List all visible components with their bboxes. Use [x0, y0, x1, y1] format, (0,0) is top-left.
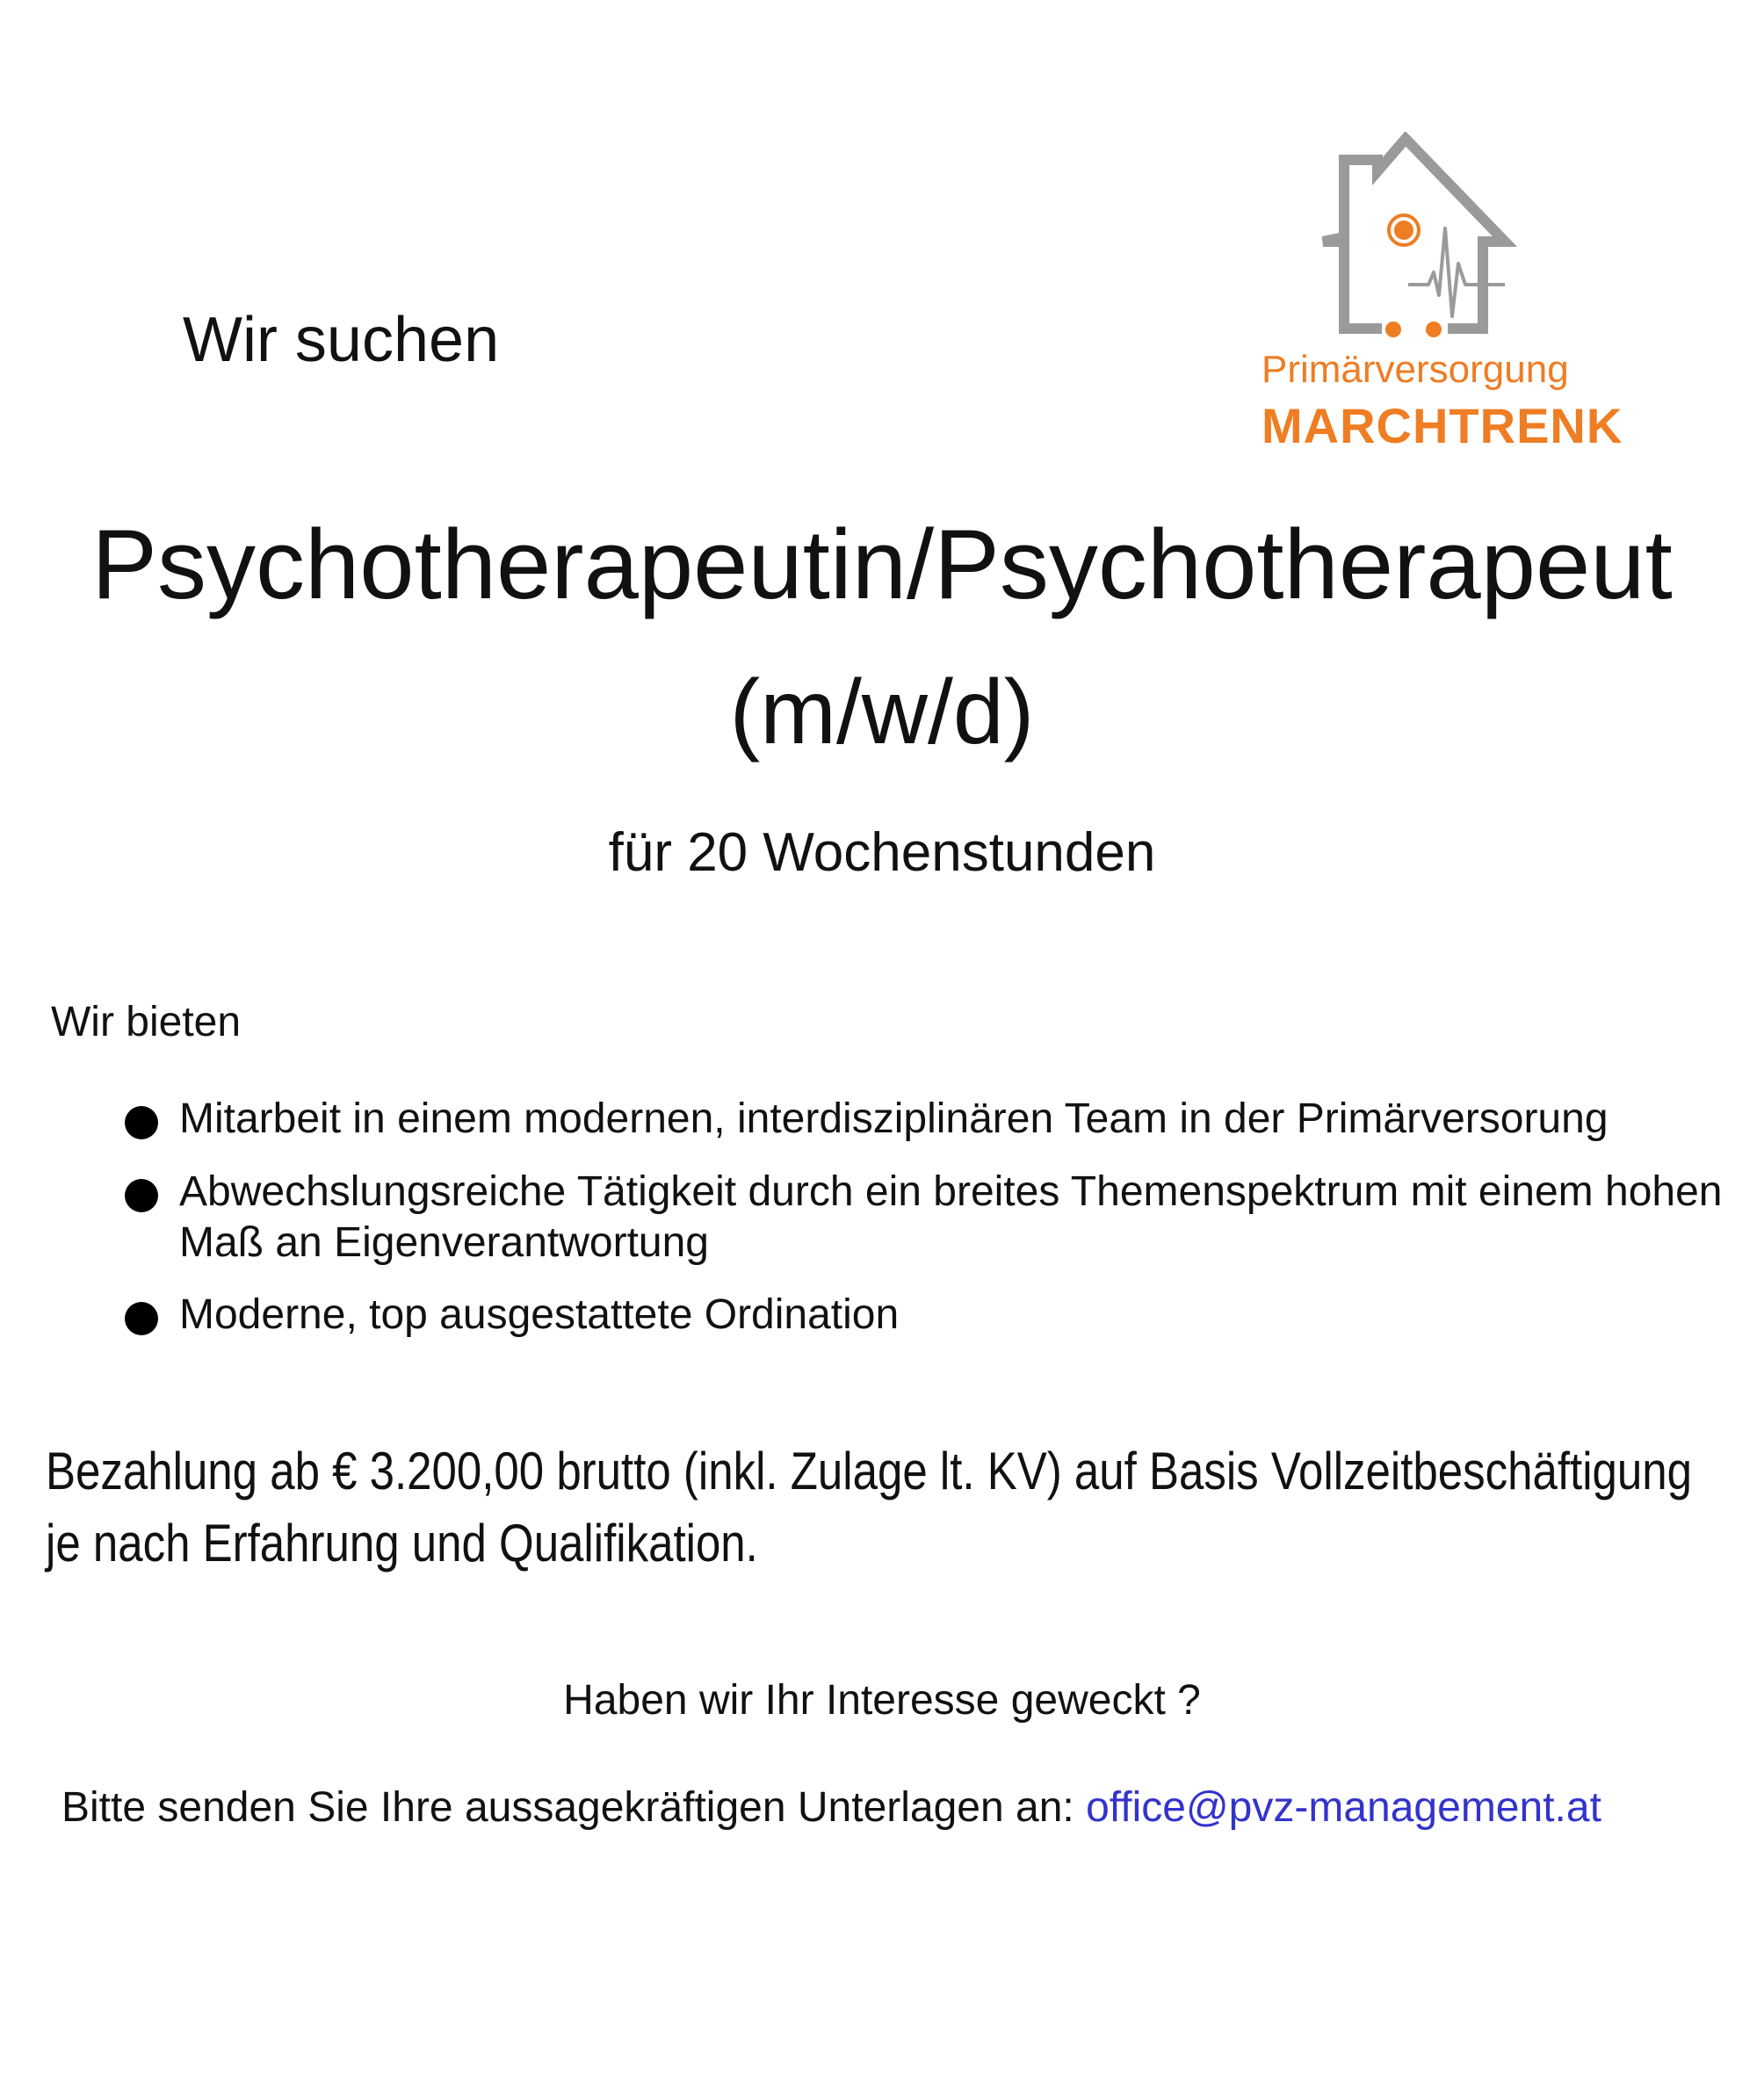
offer-heading: Wir bieten — [51, 999, 242, 1045]
bullet-icon — [125, 1179, 158, 1212]
list-item-text: Abwechslungsreiche Tätigkeit durch ein breites Themenspektrum mit einem hohen Maß an Eigenverantwortung — [179, 1168, 1723, 1266]
contact-line — [61, 1783, 1601, 1832]
email-link[interactable]: office@pvz-management.at — [1086, 1784, 1601, 1831]
interest-question: Haben wir Ihr Interesse geweckt ? — [563, 1677, 1201, 1724]
intro-text: Wir suchen — [183, 305, 500, 375]
contact-text: Bitte senden Sie Ihre aussagekräftigen Unterlagen an: — [61, 1784, 1087, 1831]
bullet-icon — [125, 1106, 158, 1139]
list-item-text: Mitarbeit in einem modernen, interdisziplinären Team in der Primärversorung — [179, 1095, 1609, 1142]
logo-line-1: Primärversorgung — [1262, 348, 1569, 391]
payment-line-2: je nach Erfahrung und Qualifikation. — [46, 1514, 758, 1573]
list-item-text: Moderne, top ausgestattete Ordination — [179, 1291, 900, 1338]
hours-subtitle: für 20 Wochenstunden — [608, 822, 1156, 883]
payment-line-1: Bezahlung ab € 3.200,00 brutto (inkl. Zulage lt. KV) auf Basis Vollzeitbeschäftigung — [46, 1442, 1693, 1500]
list-item — [125, 1094, 1732, 1145]
house-heartbeat-icon — [1316, 132, 1527, 343]
bullet-icon — [125, 1302, 158, 1335]
list-item — [125, 1290, 1732, 1341]
logo-line-2: MARCHTRENK — [1262, 398, 1623, 453]
logo — [1246, 132, 1632, 453]
gender-note: (m/w/d) — [729, 662, 1035, 763]
list-item — [125, 1167, 1732, 1269]
job-title: Psychotherapeutin/Psychotherapeut — [91, 510, 1673, 619]
